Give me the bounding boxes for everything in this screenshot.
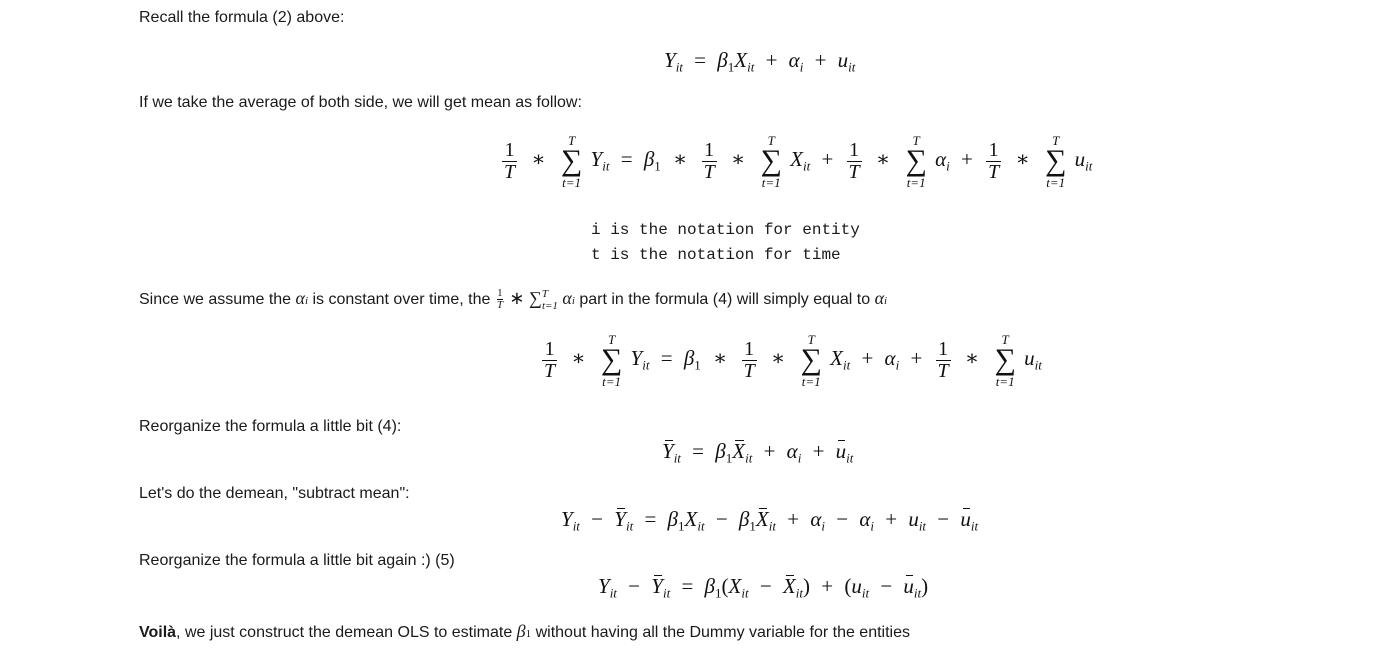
- paragraph-demean: Let's do the demean, "subtract mean":: [139, 485, 410, 502]
- paragraph-constant-alpha: Since we assume the αi is constant over time, the $\frac{1}{T}$ ∗ ∑$^T_{t=1}$ αi part in the formula (4) will simply equal to αi: [139, 287, 888, 312]
- formula-5: $Y_{it} - Y_{it} = \beta_1(X_{it} - X_{it}) + (u_{it} - u_{it})$: [598, 574, 929, 601]
- formula-4: $Y_{it} = \beta_1X_{it} + \alpha_i + u_{it}$: [662, 439, 854, 466]
- formula-average: $\frac{1}{T}$ ∗ T ∑ t=1 $Y_{it} = \beta_1$ ∗ $\frac{1}{T}$ ∗ T ∑ t=1 $X_{it}$ + $\frac{1}{T}$ ∗ T ∑ t=1 $\alpha_i$ + $\frac{1}{T}$ ∗ T ∑ t=1 $u_{it}$: [504, 133, 1093, 190]
- formula-demean: $Y_{it} - Y_{it} = \beta_1X_{it} - \beta_1X_{it} + \alpha_i - \alpha_i + u_{it} - u_{it}$: [561, 507, 979, 534]
- paragraph-reorganize: Reorganize the formula a little bit (4):: [139, 418, 402, 435]
- paragraph-conclusion: Voilà, we just construct the demean OLS to estimate β1 without having all the Dummy variable for the entities: [139, 621, 910, 641]
- formula-2: $Y_{it} = \beta_1X_{it} + \alpha_i + u_{it}$: [664, 48, 856, 75]
- notation-entity: i is the notation for entity: [591, 221, 860, 239]
- voila-bold: Voilà: [139, 624, 177, 641]
- notation-time: t is the notation for time: [591, 246, 841, 264]
- paragraph-average: If we take the average of both side, we will get mean as follow:: [139, 94, 582, 111]
- formula-average-simplified: $\frac{1}{T}$ ∗ T ∑ t=1 $Y_{it} = \beta_1$ ∗ $\frac{1}{T}$ ∗ T ∑ t=1 $X_{it} + \alpha_i$ + $\frac{1}{T}$ ∗ T ∑ t=1 $u_{it}$: [544, 332, 1042, 389]
- paragraph-recall: Recall the formula (2) above:: [139, 9, 345, 26]
- paragraph-reorganize-again: Reorganize the formula a little bit again :) (5): [139, 552, 455, 569]
